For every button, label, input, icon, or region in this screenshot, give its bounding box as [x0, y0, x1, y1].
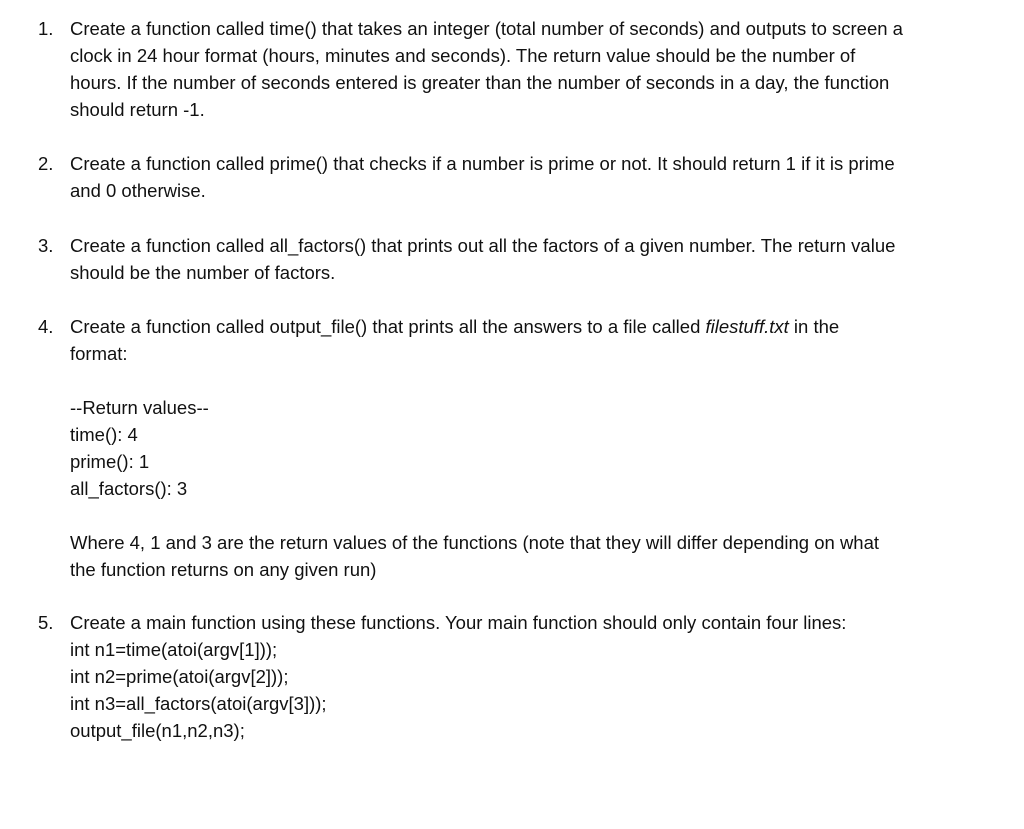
item-text: [70, 232, 1004, 286]
note-line: Where 4, 1 and 3 are the return values of the functions (note that they will differ depending on what: [70, 532, 880, 553]
text-line: Create a function called prime() that checks if a number is prime or not. It should return 1 if it is prime: [70, 153, 895, 174]
text-line: clock in 24 hour format (hours, minutes and seconds). The return value should be the number of: [70, 45, 856, 66]
note-line: the function returns on any given run): [70, 559, 377, 580]
format-line: time(): 4: [70, 424, 138, 445]
item-number: 1.: [38, 18, 54, 39]
text-fragment: in the: [788, 316, 840, 337]
format-line: all_factors(): 3: [70, 478, 188, 499]
text-line: Create a function called all_factors() that prints out all the factors of a given number. The return value: [70, 235, 896, 256]
text-line: should return -1.: [70, 99, 205, 120]
text-line: should be the number of factors.: [70, 262, 336, 283]
text-line: and 0 otherwise.: [70, 180, 206, 201]
text-line: hours. If the number of seconds entered is greater than the number of seconds in a day, the function: [70, 72, 890, 93]
item-text: [70, 15, 1004, 123]
item-text: [70, 313, 1004, 583]
format-line: prime(): 1: [70, 451, 150, 472]
text-line: [70, 313, 1004, 340]
text-fragment: Create a function called output_file() that prints all the answers to a file called: [70, 316, 706, 337]
text-line: Create a main function using these functions. Your main function should only contain four lines:: [70, 612, 847, 633]
text-line: format:: [70, 343, 128, 364]
code-line: output_file(n1,n2,n3);: [70, 720, 245, 741]
code-line: int n2=prime(atoi(argv[2]));: [70, 666, 289, 687]
item-number: 5.: [38, 612, 54, 633]
spacer: [70, 367, 1004, 394]
format-line: --Return values--: [70, 397, 209, 418]
code-line: int n3=all_factors(atoi(argv[3]));: [70, 693, 327, 714]
item-text: [70, 150, 1004, 204]
item-number: 4.: [38, 316, 54, 337]
item-number: 2.: [38, 153, 54, 174]
spacer: [70, 502, 1004, 529]
filename-text: filestuff.txt: [705, 316, 789, 337]
item-number: 3.: [38, 235, 54, 256]
text-line: Create a function called time() that takes an integer (total number of seconds) and outputs to screen a: [70, 18, 903, 39]
code-line: int n1=time(atoi(argv[1]));: [70, 639, 278, 660]
item-text: [70, 609, 1004, 744]
